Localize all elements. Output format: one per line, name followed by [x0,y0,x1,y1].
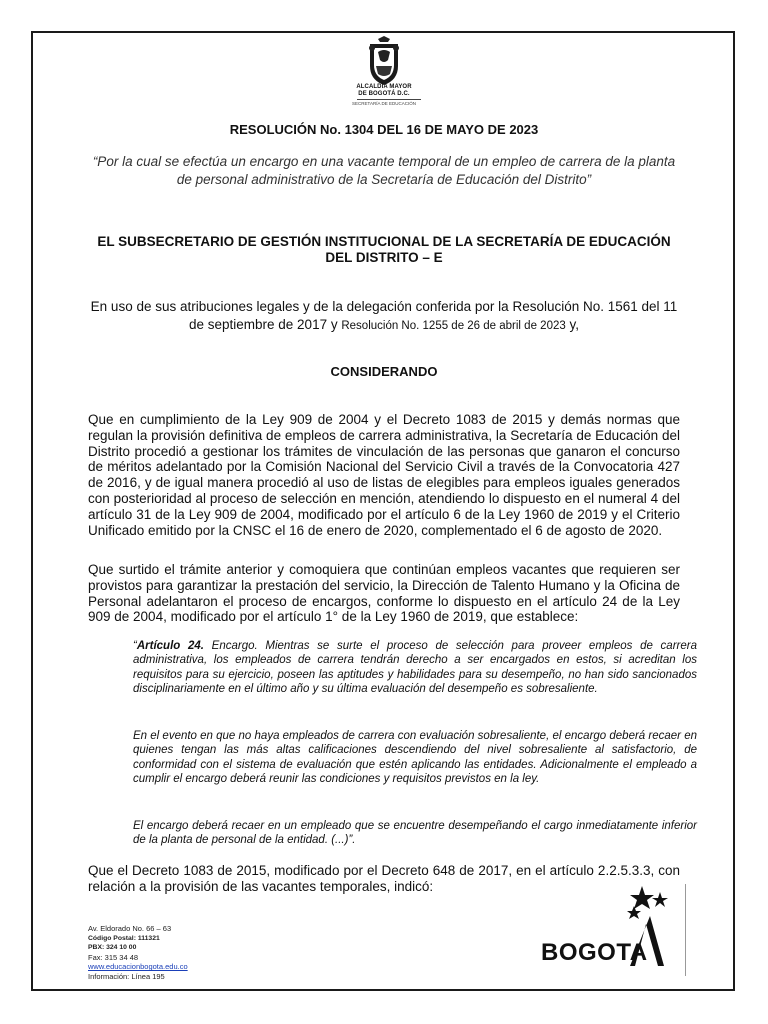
resolution-title: RESOLUCIÓN No. 1304 DEL 16 DE MAYO DE 2023 [229,122,539,137]
considerando-heading: CONSIDERANDO [330,364,438,379]
crest-subcaption: SECRETARÍA DE EDUCACIÓN [352,101,416,106]
quote-article-label: Artículo 24. [136,640,204,652]
intro-main-text: En uso de sus atribuciones legales y de la delegación conferida por la Resolución No. 1561 del 11 de septiembre de 2017 y [90,299,678,332]
bogota-logo-text: BOGOTA [541,939,648,966]
paragraph-2: Que surtido el trámite anterior y comoquiera que continúan empleos vacantes que requieren ser provistos para garantizar la prestación del servicio, la Dirección de Talento Humano y la Oficina de Personal adelantaron el proceso de encargos, conforme lo dispuesto en el artículo 24 de la Ley 909 de 2004, modificado por el artículo 1° de la Ley 1960 de 2019, que establece: [88,562,680,625]
paragraph-1: Que en cumplimiento de la Ley 909 de 2004 y el Decreto 1083 de 2015 y demás normas que regulan la provisión definitiva de empleos de carrera administrativa, la Secretaría de Educación del Distrito procedió a gestionar los trámites de vinculación de las personas que ganaron el concurso de méritos adelantado por la Comisión Nacional del Servicio Civil a través de la Convocatoria 427 de 2016, y de igual manera procedió al uso de listas de elegibles para empleos iguales generados con posterioridad al proceso de selección en mención, atendiendo lo dispuesto en el numeral 4 del artículo 31 de la Ley 909 de 2004, modificado por el artículo 6 de la Ley 1960 de 2019 y el Criterio Unificado emitido por la CNSC el 16 de enero de 2020, complementado el 6 de agosto de 2020. [88,412,680,538]
footer-address: Av. Eldorado No. 66 – 63 [88,924,172,933]
intro-end-text: y, [565,317,580,332]
quote-article-24 [133,639,697,696]
authority-heading: EL SUBSECRETARIO DE GESTIÓN INSTITUCIONAL DE LA SECRETARÍA DE EDUCACIÓN DEL DISTRITO – E [97,234,671,265]
bogota-coat-of-arms-icon [364,36,404,86]
footer-pbx: PBX: 324 10 00 [88,944,137,952]
quote-open-mark: “ [133,640,137,652]
quote-paragraph-3: El encargo deberá recaer en un empleado que se encuentre desempeñando el cargo inmediatamente inferior de la planta de personal de la entidad. (...)”. [133,820,697,847]
footer-info: Información: Línea 195 [88,971,165,981]
paragraph-3: Que el Decreto 1083 de 2015, modificado por el Decreto 648 de 2017, en el artículo 2.2.5.3.3, con relación a la provisión de las vacantes temporales, indicó: [88,863,680,894]
intro-paragraph [88,298,680,335]
footer-contact [88,924,188,982]
quote-article-text: Encargo. Mientras se surte el proceso de selección para proveer empleos de carrera administrativa, los empleados de carrera tendrán derecho a ser encargados en estos, si acreditan los requisitos para su ejercicio, poseen las aptitudes y habilidades para su desempeño, no han sido sancionados disciplinariamente en el último año y su última evaluación del desempeño es sobresaliente. [133,640,697,695]
footer-vertical-divider [685,884,686,976]
quote-paragraph-2: En el evento en que no haya empleados de carrera con evaluación sobresaliente, el encargo deberá recaer en quienes tengan las más altas calificaciones descendiendo del nivel sobresaliente al satisfactorio, de conformidad con el sistema de evaluación que estén aplicando las entidades. Adicionalmente el empleado a cumplir el encargo deberá reunir las condiciones y requisitos previstos en la ley. [133,730,697,785]
crest-divider [357,99,421,100]
footer-fax: Fax: 315 34 48 [88,952,139,962]
footer-website-link[interactable]: www.educacionbogota.edu.co [88,962,188,972]
crest-line-1: ALCALDÍA MAYOR [356,84,412,90]
crest-line-2: DE BOGOTÁ D.C. [358,91,410,97]
crest-caption [334,84,434,98]
footer-postal: Código Postal: 111321 [88,934,160,942]
intro-small-text: Resolución No. 1255 de 26 de abril de 2023 [341,320,566,332]
resolution-subtitle: “Por la cual se efectúa un encargo en una vacante temporal de un empleo de carrera de la planta de personal administrativo de la Secretaría de Educación del Distrito” [92,154,676,187]
